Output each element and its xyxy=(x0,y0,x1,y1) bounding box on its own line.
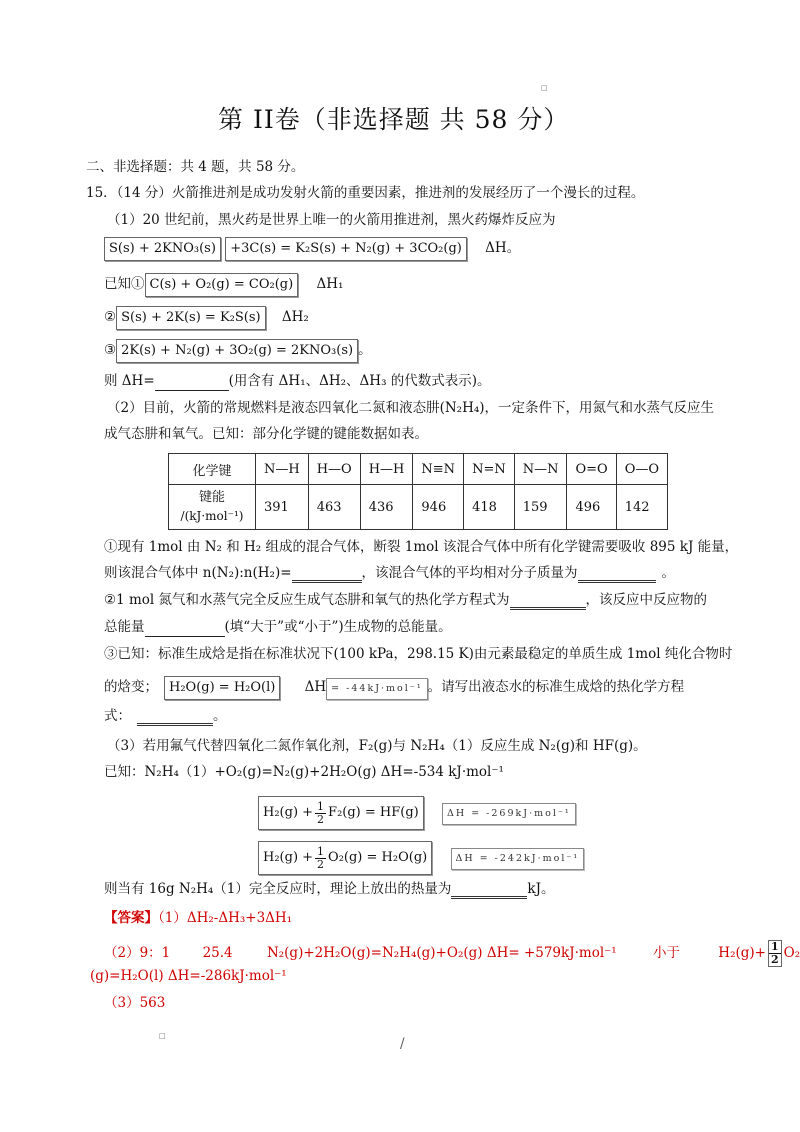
water-eq-box: H₂O(g) = H₂O(l) xyxy=(164,676,280,700)
frac-numerator: 1 xyxy=(770,940,779,953)
answer-2-mass: 25.4 xyxy=(202,945,233,961)
known-eq-3 xyxy=(104,339,372,363)
table-cell: 142 xyxy=(616,485,667,530)
known-prefix: 已知① xyxy=(104,276,145,292)
table-header-cell: N—N xyxy=(514,454,567,485)
h2o-eq-box xyxy=(258,841,432,875)
bond-energy-table xyxy=(168,453,668,530)
sub-2-line-2-pre: 总能量 xyxy=(104,619,145,635)
part-1-text: （1）20 世纪前，黑火药是世界上唯一的火箭用推进剂，黑火药爆炸反应为 xyxy=(107,212,556,228)
known-eq-2 xyxy=(104,306,309,330)
sub-3-line-2 xyxy=(104,676,684,700)
frac-denominator: 2 xyxy=(317,812,325,826)
frac-denominator: 2 xyxy=(770,953,779,966)
answer-line-1 xyxy=(104,908,292,928)
part-3-last-pre: 则当有 16g N₂H₄（1）完全反应时，理论上放出的热量为 xyxy=(104,881,452,897)
circle-3: ③ xyxy=(104,342,117,358)
table-cell: 946 xyxy=(413,485,464,530)
answer-2-equation: N₂(g)+2H₂O(g)=N₂H₄(g)+O₂(g) ΔH= +579kJ·mol⁻¹ xyxy=(266,945,617,961)
answer-line-4: （3）563 xyxy=(104,995,166,1011)
known-eq-1 xyxy=(104,273,343,297)
eq3-box: 2K(s) + N₂(g) + 3O₂(g) = 2KNO₃(s) xyxy=(116,339,358,363)
page-title: 第 II卷（非选择题 共 58 分） xyxy=(218,105,570,134)
sub-1-line-1: ①现有 1mol 由 N₂ 和 H₂ 组成的混合气体，断裂 1mol 该混合气体中所有化学键需要吸收 895 kJ 能量， xyxy=(104,539,739,555)
dh2-label: ΔH₂ xyxy=(281,309,309,325)
water-dh-box: = -44kJ·mol⁻¹ xyxy=(326,678,427,700)
main-eq-box-b: +3C(s) = K₂S(s) + N₂(g) + 3CO₂(g) xyxy=(225,237,467,261)
hf-eq-b: F₂(g) = HF(g) xyxy=(328,805,419,820)
answer-line-2 xyxy=(104,940,800,967)
sub-2-line-1 xyxy=(104,590,707,610)
footer-mark: □ xyxy=(159,1032,166,1040)
footer-slash: / xyxy=(400,1036,405,1052)
sub-3-post: 。请写出液态水的标准生成焓的热化学方程 xyxy=(427,679,685,695)
sub-3-line-1: ③已知：标准生成焓是指在标准状况下(100 kPa，298.15 K)由元素最稳定的单质生成 1mol 纯化合物时 xyxy=(104,646,733,662)
table-cell: 391 xyxy=(256,485,309,530)
frac-numerator: 1 xyxy=(317,844,325,858)
h2o-eq-a: H₂(g) + xyxy=(263,850,314,865)
table-row-label xyxy=(169,485,256,530)
eq3-end: 。 xyxy=(358,342,372,358)
answer-blank-energy[interactable] xyxy=(145,620,225,637)
sub-3-line-3-end: 。 xyxy=(213,708,227,724)
table-header-cell: H—H xyxy=(360,454,413,485)
table-cell: 463 xyxy=(308,485,360,530)
sub-2-line-2-post: (填“大于”或“小于”)生成物的总能量。 xyxy=(224,619,452,635)
answer-label: 【答案】 xyxy=(104,910,158,926)
hf-dh-box: ΔH = -269kJ·mol⁻¹ xyxy=(442,803,576,825)
answer-blank-thermo-eq[interactable] xyxy=(510,591,586,610)
main-eq-box-a: S(s) + 2KNO₃(s) xyxy=(104,237,221,261)
table-header-cell: O=O xyxy=(567,454,616,485)
eq1-box: C(s) + O₂(g) = CO₂(g) xyxy=(145,273,299,297)
table-cell: 418 xyxy=(464,485,515,530)
dh-question-pre: 则 ΔH= xyxy=(104,373,155,389)
table-header-cell: 化学键 xyxy=(169,454,256,485)
answer-2-compare: 小于 xyxy=(653,945,680,961)
answer-half-fraction xyxy=(768,940,782,967)
water-dh-label: ΔH xyxy=(304,679,327,695)
corner-mark: □ xyxy=(541,84,548,92)
answer-blank-molar-mass[interactable] xyxy=(578,564,656,583)
eq2-box: S(s) + 2K(s) = K₂S(s) xyxy=(116,306,265,330)
water-gas-equation xyxy=(258,841,584,875)
part-3-last-post: kJ。 xyxy=(527,881,555,897)
answer-2-ratio: （2）9：1 xyxy=(104,945,171,961)
sub-1-line-2 xyxy=(104,563,675,583)
part-3-line-2: 已知：N₂H₄（1）+O₂(g)=N₂(g)+2H₂O(g) ΔH=-534 kJ·mol⁻¹ xyxy=(104,764,504,780)
sub-1-pre: 则该混合气体中 n(N₂):n(H₂)= xyxy=(104,565,292,581)
sub-1-end: 。 xyxy=(661,565,676,581)
hf-eq-a: H₂(g) + xyxy=(263,805,314,820)
dh-question xyxy=(104,371,491,391)
answer-blank-std-enthalpy[interactable] xyxy=(137,707,213,726)
table-header-cell: N—H xyxy=(256,454,309,485)
part-3-last-line xyxy=(104,879,555,899)
table-header-cell: N=N xyxy=(464,454,515,485)
answer-line-3: (g)=H₂O(l) ΔH=-286kJ·mol⁻¹ xyxy=(90,968,287,984)
dh-question-post: (用含有 ΔH₁、ΔH₂、ΔH₃ 的代数式表示)。 xyxy=(228,373,491,389)
one-half-fraction xyxy=(315,801,326,826)
answer-blank-heat[interactable] xyxy=(451,880,527,899)
sub-3-pre: 的焓变； xyxy=(104,679,158,695)
one-half-fraction xyxy=(315,846,326,871)
sub-3-line-3-pre: 式： xyxy=(104,708,131,724)
frac-denominator: 2 xyxy=(317,857,325,871)
answer-2-std-eq-a: H₂(g)+ xyxy=(718,945,766,961)
table-header-cell: O—O xyxy=(616,454,667,485)
table-cell: 496 xyxy=(567,485,616,530)
answer-blank-ratio[interactable] xyxy=(292,564,362,583)
h2o-dh-box: ΔH = -242kJ·mol⁻¹ xyxy=(451,848,585,870)
part-2-line-1: （2）目前，火箭的常规燃料是液态四氧化二氮和液态肼(N₂H₄)，一定条件下，用氮气和水蒸气反应生 xyxy=(107,400,715,416)
sub-2-pre: ②1 mol 氮气和水蒸气完全反应生成气态肼和氧气的热化学方程式为 xyxy=(104,592,510,608)
main-reaction-equation xyxy=(104,237,520,261)
question-15-intro: 15．（14 分）火箭推进剂是成功发射火箭的重要因素，推进剂的发展经历了一个漫长的过程。 xyxy=(86,185,645,201)
answer-part-1: （1）ΔH₂-ΔH₃+3ΔH₁ xyxy=(158,910,293,926)
row-label-line-2: /(kJ·mol⁻¹) xyxy=(180,509,244,523)
dh1-label: ΔH₁ xyxy=(316,276,344,292)
table-row xyxy=(169,485,668,530)
table-cell: 436 xyxy=(360,485,413,530)
answer-2-std-eq-b: O₂ xyxy=(783,945,800,961)
table-row xyxy=(169,454,668,485)
h2o-eq-b: O₂(g) = H₂O(g) xyxy=(328,850,428,865)
frac-numerator: 1 xyxy=(317,799,325,813)
answer-blank-dh[interactable] xyxy=(155,374,229,391)
table-header-cell: N≡N xyxy=(413,454,464,485)
part-3-line-1: （3）若用氟气代替四氧化二氮作氧化剂，F₂(g)与 N₂H₄（1）反应生成 N₂(g)和 HF(g)。 xyxy=(107,738,647,754)
part-2-line-2: 成气态肼和氧气。已知：部分化学键的键能数据如表。 xyxy=(104,426,428,442)
hf-equation xyxy=(258,796,576,830)
table-cell: 159 xyxy=(514,485,567,530)
sub-2-line-2 xyxy=(104,617,452,637)
circle-2: ② xyxy=(104,309,117,325)
row-label-line-1: 键能 xyxy=(198,490,225,505)
sub-3-line-3 xyxy=(104,706,227,726)
section-heading: 二、非选择题：共 4 题，共 58 分。 xyxy=(86,159,305,175)
hf-eq-box xyxy=(258,796,424,830)
sub-2-post: ，该反应中反应物的 xyxy=(585,592,708,608)
sub-1-mid: ，该混合气体的平均相对分子质量为 xyxy=(361,565,578,581)
table-header-cell: H—O xyxy=(308,454,360,485)
main-eq-dh: ΔH。 xyxy=(485,240,521,256)
